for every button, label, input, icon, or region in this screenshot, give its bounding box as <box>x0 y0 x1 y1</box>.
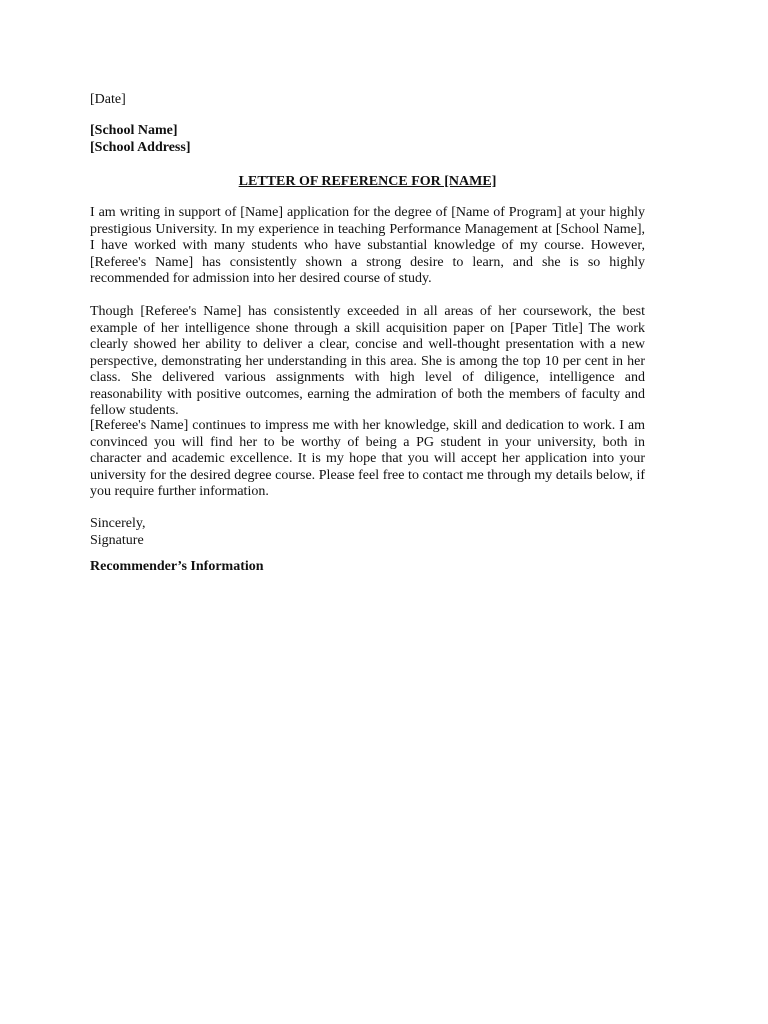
school-info <box>90 123 645 156</box>
recommender-info-heading: Recommender’s Information <box>90 559 264 574</box>
body-paragraph-1: I am writing in support of [Name] application for the degree of [Name of Program] at your highly prestigious University. In my experience in teaching Performance Management at [School Name], I have worked with many students who have substantial knowledge of my course. However, [Referee's Name] has consistently shown a strong desire to learn, and she is so highly recommended for admission into her desired course of study. <box>90 205 645 286</box>
closing-salutation: Sincerely, <box>90 516 146 531</box>
school-address: [School Address] <box>90 139 191 155</box>
body-paragraph-2: Though [Referee's Name] has consistently exceeded in all areas of her coursework, the best example of her intelligence shone through a skill acquisition paper on [Paper Title] The work clearly showed her ability to deliver a clear, concise and well-thought presentation with a new perspective, demonstrating her understanding in this area. She is among the top 10 per cent in her class. She delivered various assignments with high level of diligence, intelligence and reasonability with positive outcomes, earning the admiration of both the members of faculty and fellow students. <box>90 304 645 418</box>
school-name: [School Name] <box>90 123 178 138</box>
letter-title: LETTER OF REFERENCE FOR [NAME] <box>238 174 497 189</box>
date-line: [Date] <box>90 92 126 107</box>
closing-block <box>90 516 645 549</box>
signature-line: Signature <box>90 532 144 548</box>
body-paragraph-3: [Referee's Name] continues to impress me with her knowledge, skill and dedication to work. I am convinced you will find her to be worthy of being a PG student in your university, both in character and academic excellence. It is my hope that you will accept her application into your university for the desired degree course. Please feel free to contact me through my details below, if you require further information. <box>90 418 645 499</box>
